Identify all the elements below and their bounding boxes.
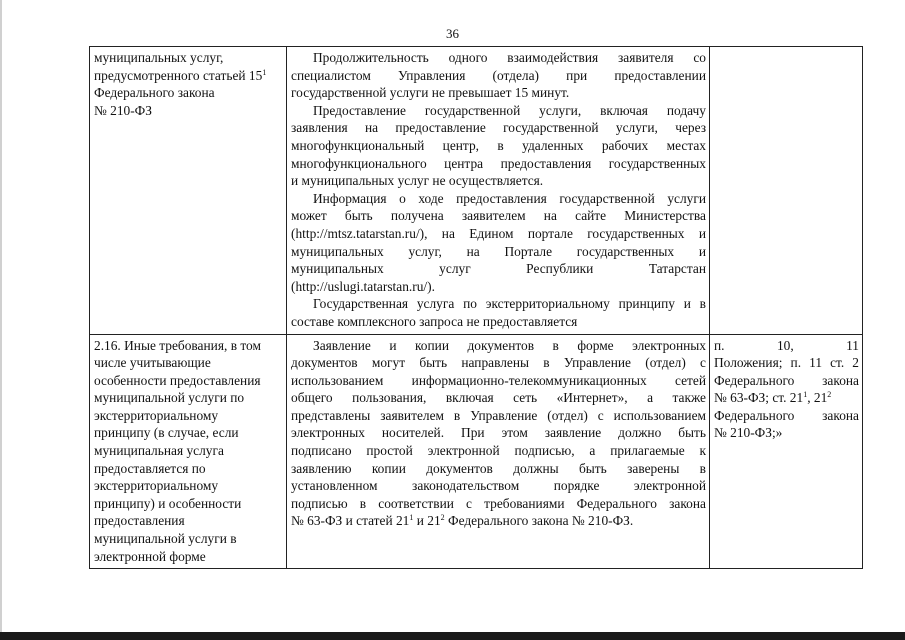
text-line: муниципальных услуг, xyxy=(94,50,224,65)
text-line: заявления на предоставление государственной услуги, через xyxy=(291,120,706,136)
text-line: и муниципальных услуг не осуществляется. xyxy=(291,173,544,189)
text-line: предусмотренного статьей $15^1$ xyxy=(94,67,267,83)
text-line: Федерального закона xyxy=(714,407,859,423)
text-line: п. 10, 11 xyxy=(714,337,859,353)
text-line: особенности предоставления xyxy=(94,372,261,388)
text-line: многофункциональный центр, в удаленных рабочих местах xyxy=(291,137,706,153)
text-line: принципу) и особенности xyxy=(94,495,242,511)
row1-content-cell xyxy=(287,47,710,335)
text-line: муниципальных услуг Республики Татарстан xyxy=(291,261,706,277)
text-line: Предоставление государственной услуги, включая подачу xyxy=(313,102,706,118)
text-line: 2.16. Иные требования, в том xyxy=(94,337,261,353)
requirements-table xyxy=(89,46,863,569)
text-line: документов могут быть направлены в Управление (отдел) с xyxy=(291,355,706,371)
text-line: муниципальная услуга xyxy=(94,443,224,459)
text-line: № 63-ФЗ; ст. $21^1$, $21^2$ xyxy=(714,390,832,406)
row1-basis-cell xyxy=(710,47,863,335)
text-line: предоставляется по xyxy=(94,460,206,476)
text-line: Федерального закона xyxy=(714,372,859,388)
table-row xyxy=(90,47,863,335)
text-line: заявлению копии документов должны быть заверены в xyxy=(291,460,706,476)
text-line: № 63-ФЗ и статей $21^1$ и $21^2$ Федерального закона № 210-ФЗ. xyxy=(291,513,634,529)
table-row xyxy=(90,334,863,569)
row2-content-cell xyxy=(287,334,710,569)
text-line: подписано простой электронной подписью, а прилагаемые к xyxy=(291,443,706,459)
text-line: общего пользования, включая сеть «Интернет», а также xyxy=(291,390,706,406)
text-line: № 210-ФЗ;» xyxy=(714,425,783,441)
text-line: экстерриториальному xyxy=(94,407,219,423)
text-line: представлены заявителем в Управление (отдел) с использованием xyxy=(291,407,706,423)
text-line: может быть получена заявителем на сайте Министерства xyxy=(291,208,706,224)
row2-requirement-cell xyxy=(90,334,287,569)
text-line: электронных носителей. При этом заявление должно быть xyxy=(291,425,706,441)
text-line: числе учитывающие xyxy=(94,355,211,371)
page-edge xyxy=(0,0,2,632)
link-line: (http://mtsz.tatarstan.ru/), на Едином портале государственных и xyxy=(291,225,706,241)
text-line: муниципальной услуги по xyxy=(94,390,245,406)
text-line: предоставления xyxy=(94,513,185,529)
text-line: муниципальной услуги в xyxy=(94,531,237,547)
text-line: использованием информационно-телекоммуникационных сетей xyxy=(291,372,706,388)
text-line: Информация о ходе предоставления государственной услуги xyxy=(313,190,706,206)
link-line: (http://uslugi.tatarstan.ru/). xyxy=(291,278,435,294)
row2-basis-cell xyxy=(710,334,863,569)
page-number: 36 xyxy=(446,26,459,41)
text-line: электронной форме xyxy=(94,548,206,564)
text-line: государственной услуги не превышает 15 минут. xyxy=(291,85,570,101)
text-line: принципу (в случае, если xyxy=(94,425,239,441)
text-line: экстерриториальному xyxy=(94,478,219,494)
text-line: подписью в соответствии с требованиями Федерального закона xyxy=(291,495,706,511)
text-line: установленном законодательством порядке электронной xyxy=(291,478,706,494)
text-line: специалистом Управления (отдела) при предоставлении xyxy=(291,67,706,83)
text-line: Федерального закона xyxy=(94,85,215,101)
text-line: Положения; п. 11 ст. 2 xyxy=(714,355,859,371)
text-line: Заявление и копии документов в форме электронных xyxy=(313,337,706,353)
text-line: муниципальных услуг, на Портале государственных и xyxy=(291,243,706,259)
scan-bottom-edge xyxy=(0,632,905,640)
text-line: Государственная услуга по экстерриториальному принципу и в xyxy=(313,296,706,312)
text-line: составе комплексного запроса не предоставляется xyxy=(291,313,578,329)
text-line: многофункционального центра предоставления государственных xyxy=(291,155,706,171)
text-line: Продолжительность одного взаимодействия заявителя со xyxy=(313,50,706,65)
row1-requirement-cell xyxy=(90,47,287,335)
text-line: № 210-ФЗ xyxy=(94,102,152,118)
